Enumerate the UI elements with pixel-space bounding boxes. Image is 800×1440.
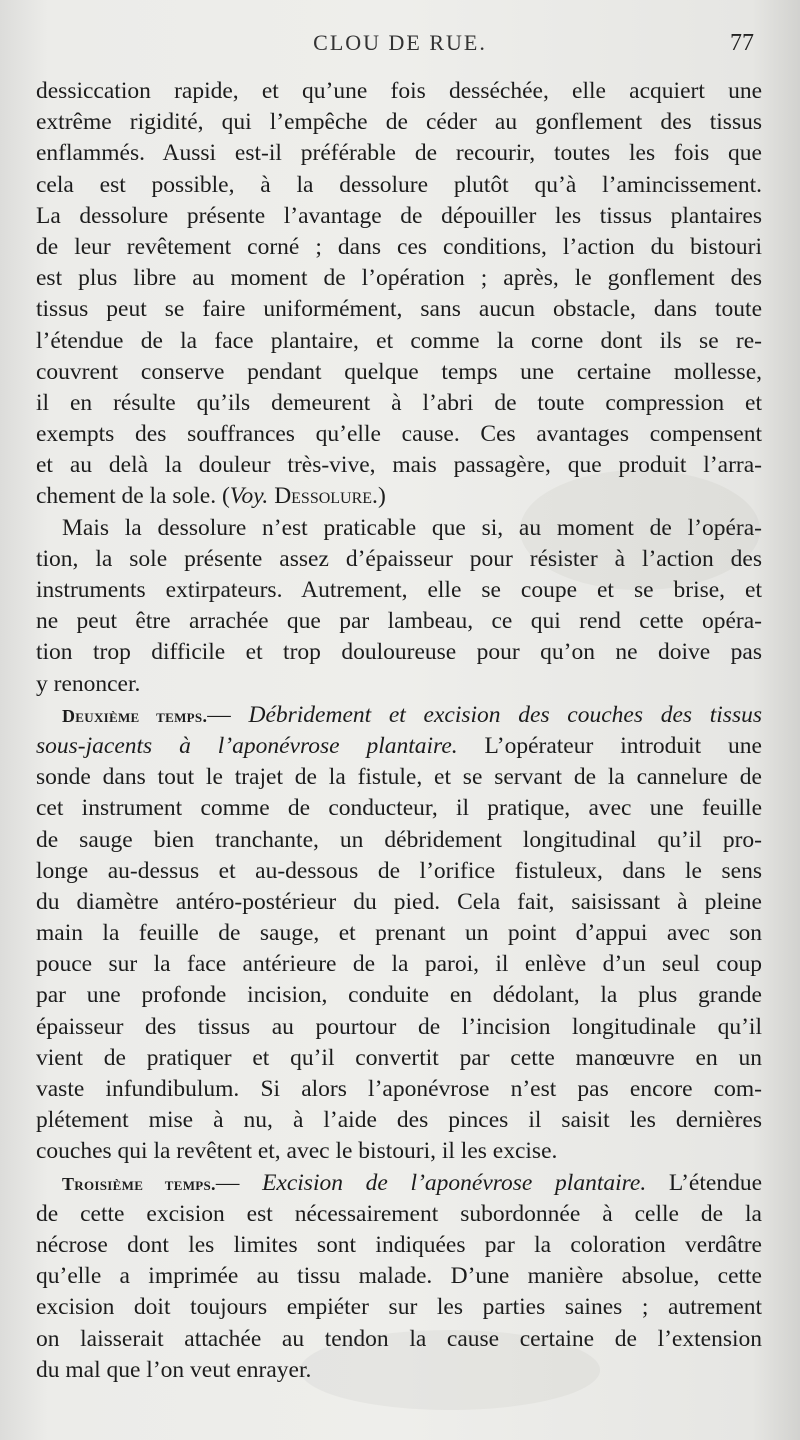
text-line (36, 263, 762, 294)
text-segment: on laisserait attachée au tendon la cause certaine de l’extension (36, 1325, 762, 1352)
text-line (36, 450, 762, 481)
text-segment: de sauge bien tranchante, un débridement longitudinal qu’il pro- (36, 826, 762, 853)
text-segment: et au delà la douleur très-vive, mais passagère, que produit l’arra- (36, 452, 762, 479)
text-line (36, 138, 762, 169)
text-segment: de leur revêtement corné ; dans ces conditions, l’action du bistouri (36, 233, 762, 260)
text-line (36, 513, 762, 544)
text-segment: tion trop difficile et trop douloureuse pour qu’on ne doive pas (36, 639, 762, 666)
text-segment: pouce sur la face antérieure de la paroi, il enlève d’un seul coup (36, 951, 762, 978)
text-segment: du diamètre antéro-postérieur du pied. Cela fait, saisissant à pleine (36, 888, 762, 915)
text-segment: enflammés. Aussi est-il préférable de recourir, toutes les fois que (36, 140, 762, 167)
text-segment: vaste infundibulum. Si alors l’aponévrose n’est pas encore com- (36, 1076, 762, 1102)
text-line (36, 575, 762, 606)
text-segment: couches qui la revêtent et, avec le bistouri, il les excise. (36, 1138, 558, 1165)
text-line (36, 1074, 762, 1105)
text-line (36, 1105, 762, 1136)
text-line (36, 201, 762, 232)
text-line (36, 1324, 762, 1355)
text-line (36, 731, 762, 762)
text-segment: instruments extirpateurs. Autrement, elle se coupe et se brise, et (36, 577, 762, 603)
page-number: 77 (730, 30, 754, 56)
text-segment: Mais la dessolure n’est praticable que si, au moment de l’opéra- (62, 514, 762, 541)
text-line (36, 606, 762, 637)
text-segment: nécrose dont les limites sont indiquées par la coloration verdâtre (36, 1231, 762, 1258)
section-heading: Deuxième temps. (62, 705, 208, 726)
text-segment: longe au-dessus et au-dessous de l’orifice fistuleux, dans le sens (36, 857, 762, 884)
text-segment: sous-jacents à l’aponévrose plantaire. (36, 732, 458, 759)
text-line (36, 1199, 762, 1230)
text-segment: La dessolure présente l’avantage de dépouiller les tissus plantaires (36, 202, 762, 229)
text-segment: il en résulte qu’ils demeurent à l’abri de toute compression et (36, 389, 762, 416)
text-segment: cet instrument comme de conducteur, il pratique, avec une feuille (36, 795, 762, 822)
text-line (36, 669, 762, 700)
text-segment: plétement mise à nu, à l’aide des pinces il saisit les dernières (36, 1107, 762, 1134)
text-line (36, 1168, 762, 1199)
text-line (36, 326, 762, 357)
text-line (36, 294, 762, 325)
text-segment: l’étendue de la face plantaire, et comme la corne dont ils se re- (36, 327, 762, 354)
text-line (36, 1292, 762, 1323)
text-line (36, 887, 762, 918)
text-segment: L’étendue (646, 1169, 762, 1196)
text-line (36, 1043, 762, 1074)
text-line (36, 793, 762, 824)
text-line (36, 1012, 762, 1043)
text-line (36, 232, 762, 263)
text-line (36, 1261, 762, 1292)
section-heading: Troisième temps. (62, 1173, 216, 1194)
text-line (36, 357, 762, 388)
text-line (36, 918, 762, 949)
text-segment: tissus peut se faire uniformément, sans aucun obstacle, dans toute (36, 296, 762, 323)
text-segment: cela est possible, à la dessolure plutôt qu’à l’amincissement. (36, 171, 762, 198)
running-title: CLOU DE RUE. (313, 30, 487, 55)
text-segment: extrême rigidité, qui l’empêche de céder au gonflement des tissus (36, 109, 762, 136)
text-segment: y renoncer. (36, 670, 141, 697)
text-line (36, 637, 762, 668)
text-segment: ne peut être arrachée que par lambeau, ce qui rend cette opéra- (36, 608, 762, 635)
text-segment: qu’elle a imprimée au tissu malade. D’une manière absolue, cette (36, 1263, 762, 1290)
text-segment: épaisseur des tissus au pourtour de l’incision longitudinale qu’il (36, 1013, 762, 1040)
text-segment: est plus libre au moment de l’opération ; après, le gonflement des (36, 265, 762, 292)
text-line (36, 1355, 762, 1386)
text-line (36, 762, 762, 793)
text-segment: L’opérateur introduit une (457, 732, 762, 759)
text-line (36, 980, 762, 1011)
text-segment: ) (377, 483, 386, 510)
text-line (36, 949, 762, 980)
text-segment: par une profonde incision, conduite en dédolant, la plus grande (36, 982, 762, 1009)
text-line (36, 1136, 762, 1167)
text-segment: Dessolure. (274, 483, 378, 510)
text-segment: excision doit toujours empiéter sur les parties saines ; autrement (36, 1294, 762, 1321)
text-segment: Voy. (229, 483, 269, 510)
text-line (36, 76, 762, 107)
text-line (36, 825, 762, 856)
text-segment: du mal que l’on veut enrayer. (36, 1356, 312, 1383)
page-header (0, 26, 800, 62)
text-segment: chement de la sole. ( (36, 483, 230, 510)
text-line (36, 388, 762, 419)
body-text (36, 76, 762, 1386)
text-segment: tion, la sole présente assez d’épaisseur pour résister à l’action des (36, 545, 762, 572)
text-segment: sonde dans tout le trajet de la fistule, et se servant de la cannelure de (36, 764, 762, 791)
text-segment: dessiccation rapide, et qu’une fois desséchée, elle acquiert une (36, 78, 762, 104)
text-segment: exempts des souffrances qu’elle cause. Ces avantages compensent (36, 421, 762, 448)
text-segment: couvrent conserve pendant quelque temps une certaine mollesse, (36, 358, 762, 385)
text-line (36, 1230, 762, 1261)
text-segment: de cette excision est nécessairement subordonnée à celle de la (36, 1200, 762, 1227)
text-line (36, 107, 762, 138)
text-segment: — (215, 1169, 263, 1196)
text-line (36, 419, 762, 450)
text-segment: Débridement et excision des couches des tissus (248, 701, 762, 728)
text-segment: main la feuille de sauge, et prenant un point d’appui avec son (36, 920, 762, 947)
text-line (36, 856, 762, 887)
text-segment: Excision de l’aponévrose plantaire. (262, 1169, 647, 1196)
text-line (36, 170, 762, 201)
text-line (36, 544, 762, 575)
text-segment: vient de pratiquer et qu’il convertit par cette manœuvre en un (36, 1044, 762, 1071)
text-line (36, 481, 762, 512)
text-segment: — (207, 701, 249, 728)
text-line (36, 700, 762, 731)
